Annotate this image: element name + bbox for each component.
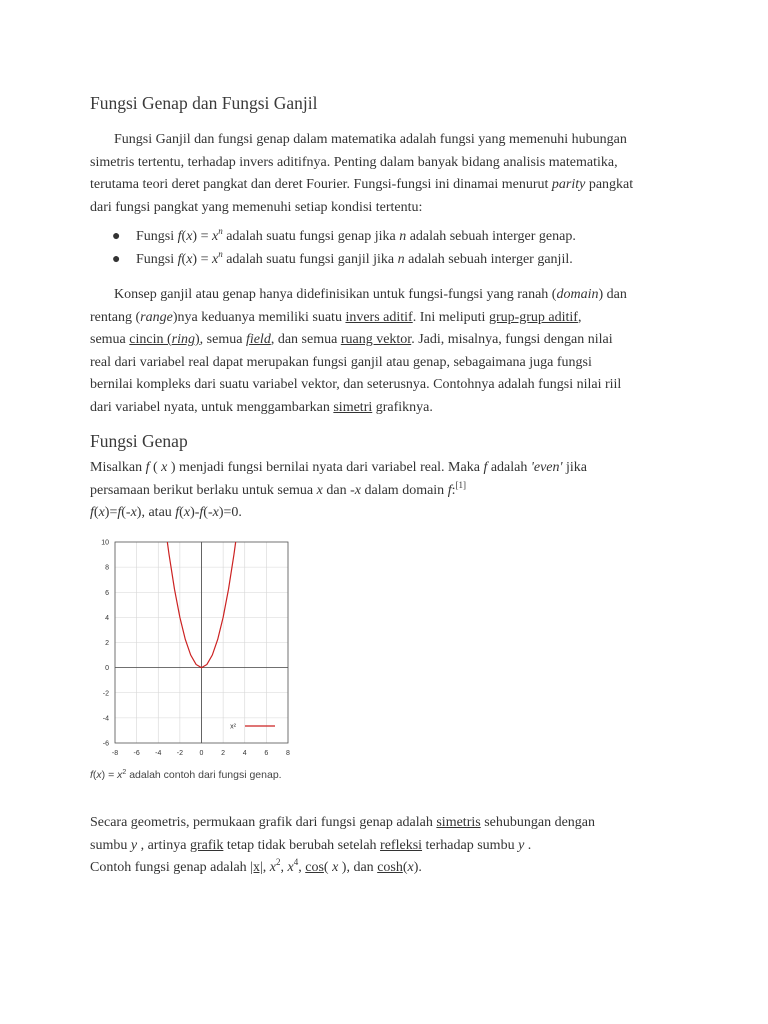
parity-term: parity (551, 177, 586, 192)
heading-even-odd-functions: Fungsi Genap dan Fungsi Ganjil (90, 93, 318, 113)
y-tick-label: -2 (102, 690, 109, 698)
bullet-icon: ● (112, 252, 121, 267)
misalkan-paragraph: Misalkan f ( x ) menjadi fungsi bernilai nyata dari variabel real. Maka f adalah 'even' jika persamaan berikut berlaku untuk semua x dan -x dalam domain f:[1] (90, 460, 587, 498)
absolute-value-link[interactable]: |x| (250, 860, 263, 875)
y-tick-label: -6 (102, 740, 109, 748)
x-tick-label: -6 (133, 750, 140, 757)
field-link[interactable]: field (245, 332, 271, 347)
bullet-odd: ● Fungsi $f(x) = x^n$ adalah suatu fungsi ganjil jika n adalah sebuah interger ganjil. (112, 249, 573, 267)
x-tick-label: 0 (199, 750, 204, 757)
parabola-chart (90, 530, 300, 765)
y-tick-label: 4 (105, 614, 109, 622)
y-tick-label: 6 (105, 589, 109, 597)
cincin-link[interactable]: cincin (ring) (129, 332, 200, 347)
grafik-link[interactable]: grafik (189, 837, 224, 853)
simetris-link[interactable]: simetris (436, 815, 481, 830)
konsep-paragraph: Konsep ganjil atau genap hanya didefinisikan untuk fungsi-fungsi yang ranah (domain) dan rentang (range)nya keduanya memiliki suatu invers aditif. Ini meliputi grup-grup aditif, semua cincin (ring), semua field, dan semua ruang vektor. Jadi, misalnya, fungsi dengan nilai real dari variabel real dapat merupakan fungsi ganjil atau genap, sebagaimana juga fungsi bernilai kompleks dari suatu variabel vektor, dan seterusnya. Contohnya adalah fungsi nilai riil dari variabel nyata, untuk menggambarkan simetri grafiknya. (90, 287, 627, 415)
cosh-link[interactable]: cosh (377, 860, 403, 875)
simetri-link[interactable]: simetri (333, 399, 373, 415)
grup-aditif-link[interactable]: grup-grup aditif (488, 309, 578, 325)
intro-line: Fungsi Ganjil dan fungsi genap dalam matematika adalah fungsi yang memenuhi hubungan (114, 132, 627, 147)
y-tick-label: 8 (105, 564, 109, 572)
x-tick-label: 8 (286, 750, 290, 757)
intro-line: simetris tertentu, terhadap invers aditifnya. Penting dalam banyak bidang analisis matematika, (90, 154, 618, 170)
intro-paragraph (90, 129, 690, 219)
heading-even-function: Fungsi Genap (90, 431, 188, 451)
cos-link[interactable]: cos (305, 860, 324, 875)
invers-aditif-link[interactable]: invers aditif (345, 309, 413, 325)
x-tick-label: 4 (242, 750, 247, 757)
y-tick-label: 10 (101, 539, 109, 547)
reference-link[interactable]: [1] (455, 479, 466, 490)
intro-line: terutama teori deret pangkat dan deret Fourier. Fungsi-fungsi ini dinamai menurut parity pangkat (90, 177, 634, 192)
chart-caption: $f(x) = x^2$ adalah contoh dari fungsi genap. (90, 769, 282, 781)
intro-line: dari fungsi pangkat yang memenuhi setiap kondisi tertentu: (90, 199, 423, 215)
y-tick-label: 2 (105, 640, 109, 647)
y-tick-label: -4 (102, 715, 109, 723)
bullet-icon: ● (112, 229, 121, 244)
x-tick-label: -4 (155, 750, 162, 757)
legend-label: x² (230, 723, 236, 731)
x-tick-label: -8 (111, 750, 119, 757)
x-tick-label: -2 (176, 750, 183, 757)
ruang-vektor-link[interactable]: ruang vektor (340, 332, 412, 347)
geometric-paragraph: Secara geometris, permukaan grafik dari fungsi genap adalah simetris sehubungan dengan sumbu y , artinya grafik tetap tidak berubah setelah refleksi terhadap sumbu y . (90, 815, 596, 853)
y-tick-label: 0 (105, 665, 109, 673)
refleksi-link[interactable]: refleksi (380, 837, 423, 853)
x-tick-label: 2 (221, 750, 226, 757)
x-tick-label: 6 (264, 750, 269, 757)
bullet-even: ● Fungsi $f(x) = x^n$ adalah suatu fungsi genap jika n adalah sebuah interger genap. (112, 226, 576, 244)
examples-line: Contoh fungsi genap adalah |x|, $x^2$, $x^4$, cos( x ), dan cosh(x). (90, 857, 422, 875)
even-formula: f(x)=f(-x), atau f(x)-f(-x)=0. (90, 505, 242, 520)
